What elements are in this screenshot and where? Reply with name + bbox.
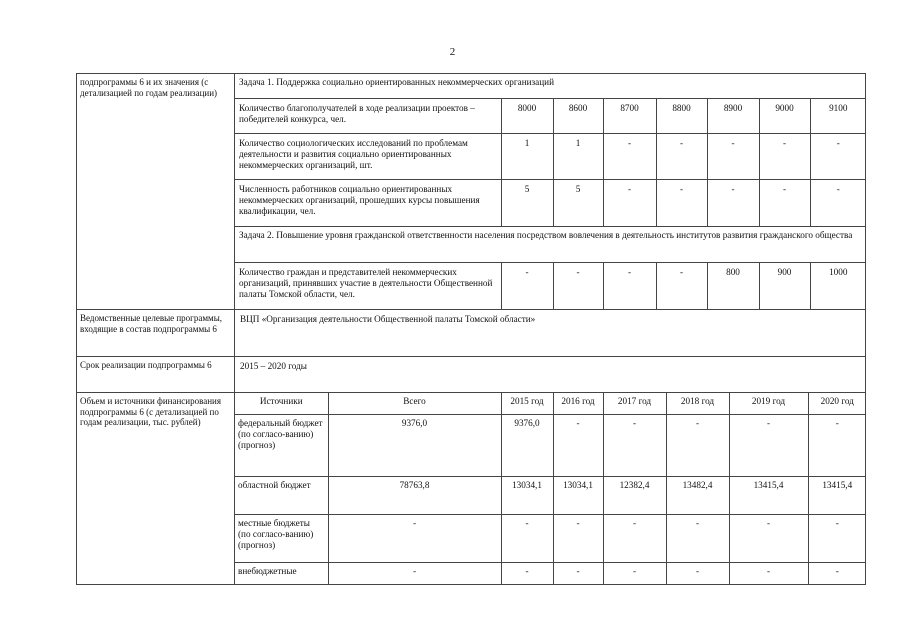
page-number: 2 <box>449 46 456 58</box>
indicator-value: 1 <box>501 133 553 179</box>
finance-year-value: - <box>501 562 553 584</box>
indicator-value: - <box>603 179 656 226</box>
indicator-value: 5 <box>501 179 553 226</box>
finance-data-row <box>235 562 866 584</box>
finance-source: областной бюджет <box>235 476 328 514</box>
finance-year-value: - <box>501 514 553 562</box>
finance-year-value: 13415,4 <box>729 476 808 514</box>
finance-data-row <box>235 514 866 562</box>
finance-header: 2020 год <box>808 393 866 414</box>
finance-header: Источники <box>235 393 328 414</box>
indicator-value: - <box>759 179 810 226</box>
finance-year-value: - <box>808 514 866 562</box>
finance-year-value: - <box>603 562 666 584</box>
indicator-value: - <box>707 133 759 179</box>
indicator-value: - <box>810 179 866 226</box>
indicator-value: 8600 <box>553 98 603 133</box>
finance-year-value: 12382,4 <box>603 476 666 514</box>
indicator-value: - <box>810 133 866 179</box>
task-1-heading: Задача 1. Поддержка социально ориентированных некоммерческих организаций <box>235 74 866 98</box>
indicator-value: - <box>603 262 656 309</box>
indicators-table <box>235 74 866 309</box>
finance-total: 9376,0 <box>328 414 501 476</box>
indicator-value: - <box>603 133 656 179</box>
finance-header: 2015 год <box>501 393 553 414</box>
finance-year-value: - <box>808 562 866 584</box>
passport-table <box>76 73 866 585</box>
indicator-value: - <box>656 262 707 309</box>
indicator-value: - <box>707 179 759 226</box>
term-row <box>77 357 866 393</box>
finance-year-value: - <box>808 414 866 476</box>
finance-year-value: - <box>603 514 666 562</box>
indicator-value: 800 <box>707 262 759 309</box>
finance-total: 78763,8 <box>328 476 501 514</box>
finance-table <box>235 393 866 584</box>
finance-year-value: - <box>553 414 603 476</box>
indicator-value: - <box>759 133 810 179</box>
indicator-name: Количество граждан и представителей некоммерческих организаций, принявших участие в деятельности Общественной палаты Томской области, чел. <box>235 262 501 309</box>
vcp-value: ВЦП «Организация деятельности Общественной палаты Томской области» <box>235 310 866 357</box>
indicator-value: 9100 <box>810 98 866 133</box>
finance-header: 2019 год <box>729 393 808 414</box>
indicator-row <box>235 133 866 179</box>
finance-year-value: - <box>729 514 808 562</box>
task-2-heading: Задача 2. Повышение уровня гражданской ответственности населения посредством вовлечения в деятельность институтов развития гражданского общества <box>235 226 866 262</box>
indicator-value: - <box>656 133 707 179</box>
indicator-row <box>235 262 866 309</box>
finance-header: 2016 год <box>553 393 603 414</box>
finance-total: - <box>328 514 501 562</box>
indicator-value: 1000 <box>810 262 866 309</box>
finance-year-value: - <box>666 514 729 562</box>
indicator-row <box>235 179 866 226</box>
finance-source: внебюджетные <box>235 562 328 584</box>
indicator-value: - <box>501 262 553 309</box>
finance-year-value: - <box>603 414 666 476</box>
finance-total: - <box>328 562 501 584</box>
finance-row <box>77 393 866 585</box>
finance-year-value: - <box>666 414 729 476</box>
indicator-value: - <box>553 262 603 309</box>
finance-data-row <box>235 414 866 476</box>
indicator-value: 8000 <box>501 98 553 133</box>
finance-header: 2018 год <box>666 393 729 414</box>
term-label: Срок реализации подпрограммы 6 <box>77 357 235 393</box>
indicator-value: 8800 <box>656 98 707 133</box>
finance-year-value: - <box>729 562 808 584</box>
indicator-name: Численность работников социально ориентированных некоммерческих организаций, прошедших курсы повышения квалификации, чел. <box>235 179 501 226</box>
finance-year-value: - <box>553 562 603 584</box>
indicator-value: 1 <box>553 133 603 179</box>
finance-year-value: 13415,4 <box>808 476 866 514</box>
finance-data-row <box>235 476 866 514</box>
indicator-name: Количество благополучателей в ходе реализации проектов – победителей конкурса, чел. <box>235 98 501 133</box>
finance-label: Объем и источники финансирования подпрограммы 6 (с детализацией по годам реализации, тыс. рублей) <box>77 393 235 585</box>
finance-year-value: 13482,4 <box>666 476 729 514</box>
vcp-label: Ведомственные целевые программы, входящие в состав подпрограммы 6 <box>77 310 235 357</box>
finance-header: 2017 год <box>603 393 666 414</box>
indicator-value: 8700 <box>603 98 656 133</box>
indicator-value: 9000 <box>759 98 810 133</box>
indicator-row <box>235 98 866 133</box>
finance-source: местные бюджеты (по согласо-ванию) (прогноз) <box>235 514 328 562</box>
indicator-value: 5 <box>553 179 603 226</box>
indicator-name: Количество социологических исследований по проблемам деятельности и развития социально ориентированных некоммерческих организаций, шт. <box>235 133 501 179</box>
indicators-row <box>77 74 866 310</box>
finance-header: Всего <box>328 393 501 414</box>
finance-header-row <box>235 393 866 414</box>
finance-year-value: 13034,1 <box>501 476 553 514</box>
indicators-label: подпрограммы 6 и их значения (с детализацией по годам реализации) <box>77 74 235 310</box>
indicator-value: 8900 <box>707 98 759 133</box>
finance-year-value: - <box>666 562 729 584</box>
indicator-value: 900 <box>759 262 810 309</box>
term-value: 2015 – 2020 годы <box>235 357 866 393</box>
finance-year-value: - <box>729 414 808 476</box>
finance-year-value: - <box>553 514 603 562</box>
indicator-value: - <box>656 179 707 226</box>
finance-year-value: 13034,1 <box>553 476 603 514</box>
vcp-row <box>77 310 866 357</box>
finance-source: федеральный бюджет (по согласо-ванию) (прогноз) <box>235 414 328 476</box>
finance-year-value: 9376,0 <box>501 414 553 476</box>
